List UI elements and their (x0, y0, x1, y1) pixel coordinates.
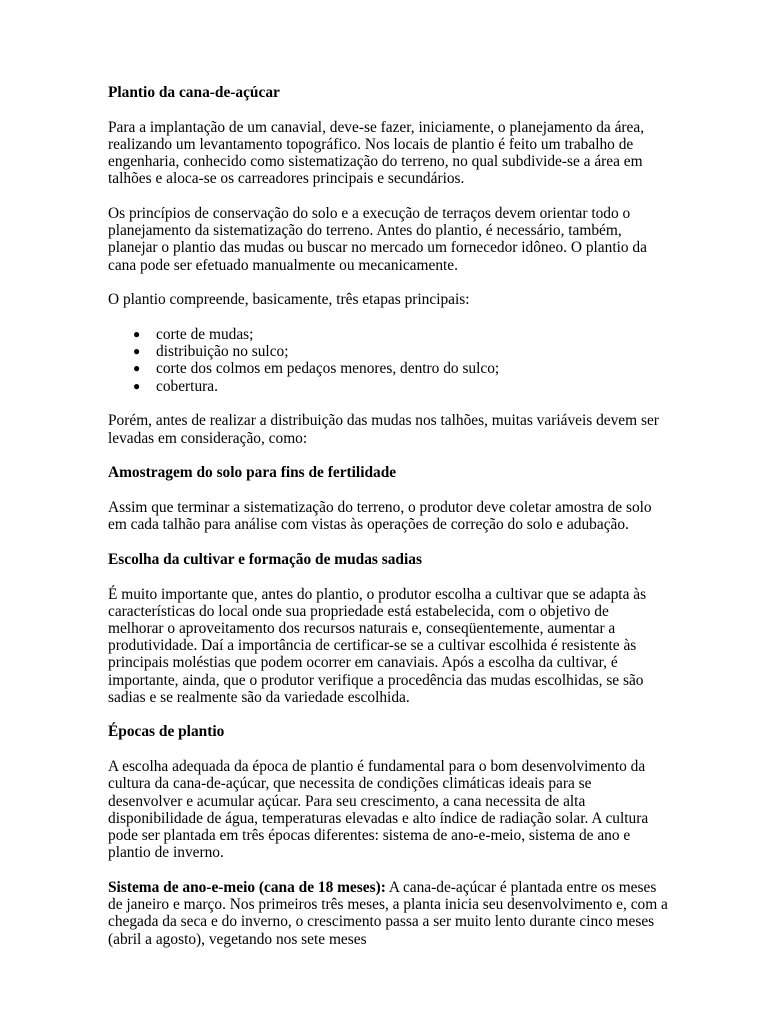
steps-list (108, 326, 668, 395)
paragraph-epocas: A escolha adequada da época de plantio é fundamental para o bom desenvolvimento da cultura da cana-de-açúcar, que necessita de condições climáticas ideais para se desenvolver e acumular açúcar. Para seu crescimento, a cana necessita de alta disponibilidade de água, temperaturas elevadas e alto índice de radiação solar. A cultura pode ser plantada em três épocas diferentes: sistema de ano-e-meio, sistema de ano e plantio de inverno. (108, 758, 649, 862)
bullet-icon: ● (133, 378, 141, 393)
list-item-text: cobertura. (156, 377, 218, 395)
paragraph-amostragem: Assim que terminar a sistematização do terreno, o produtor deve coletar amostra de solo em cada talhão para análise com vistas às operações de correção do solo e adubação. (108, 498, 652, 534)
list-item (133, 326, 668, 344)
heading-cultivar: Escolha da cultivar e formação de mudas sadias (108, 550, 422, 568)
inline-heading-ano-e-meio: Sistema de ano-e-meio (cana de 18 meses): (108, 878, 386, 896)
paragraph-etapas-intro: O plantio compreende, basicamente, três etapas principais: (108, 291, 470, 309)
paragraph-ano-e-meio (108, 879, 668, 948)
bullet-icon: ● (133, 344, 141, 359)
list-item-text: distribuição no sulco; (156, 343, 289, 361)
paragraph-variaveis: Porém, antes de realizar a distribuição das mudas nos talhões, muitas variáveis devem ser levadas em consideração, como: (108, 412, 659, 447)
document-page (108, 84, 668, 965)
heading-epocas: Épocas de plantio (108, 723, 225, 741)
bullet-icon: ● (133, 361, 141, 376)
paragraph-ano-e-meio-body: A cana-de-açúcar é plantada entre os meses de janeiro e março. Nos primeiros três meses, a planta inicia seu desenvolvimento e, com a chegada da seca e do inverno, o crescimento passa a ser muito lento durante cinco meses (abril a agosto), vegetando nos sete meses (108, 878, 668, 948)
paragraph-conservacao: Os princípios de conservação do solo e a execução de terraços devem orientar todo o planejamento da sistematização do terreno. Antes do plantio, é necessário, também, planejar o plantio das mudas ou buscar no mercado um fornecedor idôneo. O plantio da cana pode ser efetuado manualmente ou mecanicamente. (108, 205, 647, 274)
list-item (133, 343, 668, 361)
list-item-text: corte dos colmos em pedaços menores, dentro do sulco; (156, 360, 500, 378)
list-item-text: corte de mudas; (156, 326, 254, 344)
document-title: Plantio da cana-de-açúcar (108, 84, 280, 101)
list-item (133, 360, 668, 378)
bullet-icon: ● (133, 327, 141, 342)
paragraph-implantacao: Para a implantação de um canavial, deve-se fazer, iniciamente, o planejamento da área, realizando um levantamento topográfico. Nos locais de plantio é feito um trabalho de engenharia, conhecido como sistematização do terreno, no qual subdivide-se a área em talhões e aloca-se os carreadores principais e secundários. (108, 118, 645, 188)
paragraph-cultivar: É muito importante que, antes do plantio, o produtor escolha a cultivar que se adapta às características do local onde sua propriedade está estabelecida, com o objetivo de melhorar o aproveitamento dos recursos naturais e, conseqüentemente, aumentar a produtividade. Daí a importância de certificar-se se a cultivar escolhida é resistente às principais moléstias que podem ocorrer em canaviais. Após a escolha da cultivar, é importante, ainda, que o produtor verifique a procedência das mudas escolhidas, se são sadias e se realmente são da variedade escolhida. (108, 585, 647, 706)
heading-amostragem: Amostragem do solo para fins de fertilidade (108, 464, 397, 482)
list-item (133, 377, 668, 395)
